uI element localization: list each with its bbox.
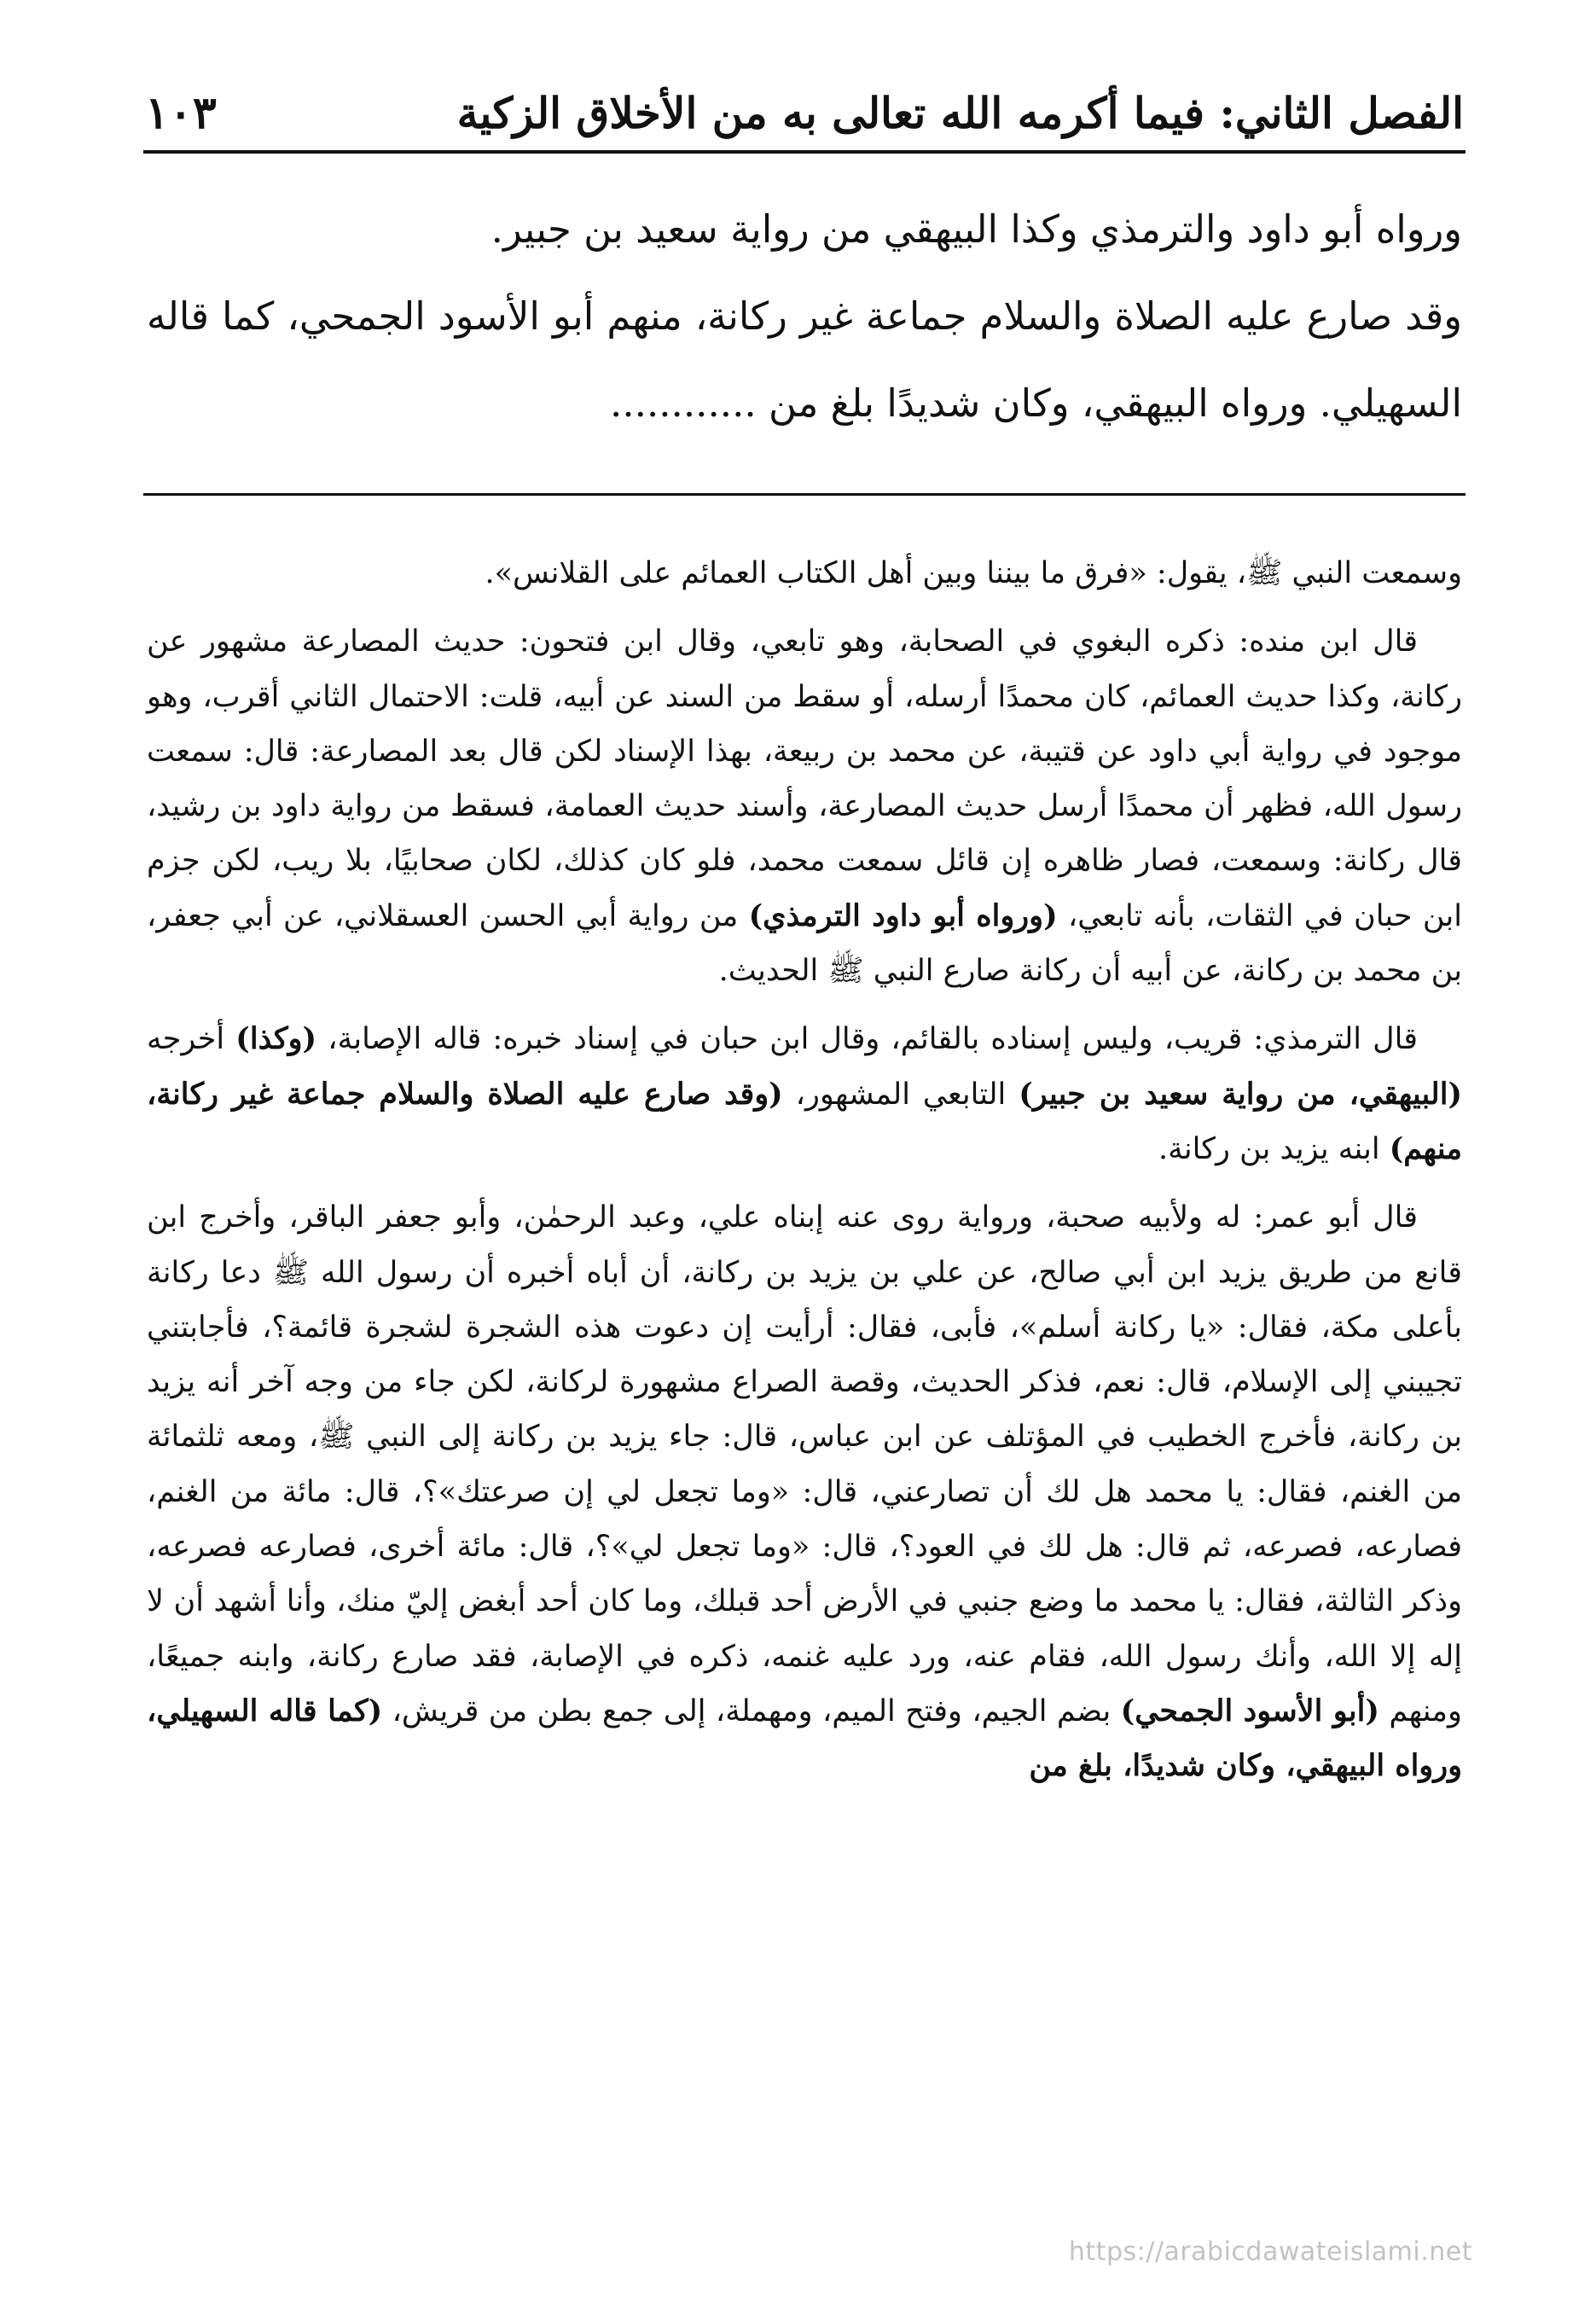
- commentary-text: قال ابن منده: ذكره البغوي في الصحابة، وهو تابعي، وقال ابن فتحون: حديث المصارعة مشهور عن ركانة، وكذا حديث العمائم، كان محمدًا أرسله، أو سقط من السند عن أبيه، قلت: الاحتمال الثاني أقرب، وهو موجود في رواية أبي داود عن قتيبة، عن محمد بن ربيعة، بهذا الإسناد لكن قال بعد المصارعة: قال: سمعت رسول الله، فظهر أن محمدًا أرسل حديث المصارعة، وأسند حديث العمامة، فسقط من رواية داود بن رشيد، قال ركانة: وسمعت، فصار ظاهره إن قائل سمعت محمد، فلو كان كذلك، لكان صحابيًا، بلا ريب، لكن جزم ابن حبان في الثقات، بأنه تابعي،: [147, 625, 1462, 933]
- main-text: [147, 186, 1462, 447]
- main-paragraph-1: ورواه أبو داود والترمذي وكذا البيهقي من رواية سعيد بن جبير.: [490, 206, 1462, 252]
- commentary-text: ابنه يزيد بن ركانة.: [1158, 1131, 1380, 1166]
- commentary-quote-bold: (ورواه أبو داود الترمذي): [748, 898, 1058, 933]
- commentary-quote-bold: (وكذا): [235, 1021, 317, 1057]
- commentary-text: قال أبو عمر: له ولأبيه صحبة، ورواية روى عنه إبناه علي، وعبد الرحمٰن، وأبو جعفر الباقر، وأخرج ابن قانع من طريق يزيد ابن أبي صالح، عن علي بن يزيد بن ركانة، أن أباه أخبره أن رسول الله ﷺ دعا ركانة بأعلى مكة، فقال: «يا ركانة أسلم»، فأبى، فقال: أرأيت إن دعوت هذه الشجرة لشجرة قائمة؟، فأجابتني تجيبني إلى الإسلام، قال: نعم، فذكر الحديث، وقصة الصراع مشهورة لركانة، لكن جاء من وجه آخر أنه يزيد بن ركانة، فأخرج الخطيب في المؤتلف عن ابن عباس، قال: جاء يزيد بن ركانة إلى النبي ﷺ، ومعه ثلثمائة من الغنم، فقال: يا محمد هل لك أن تصارعني، قال: «وما تجعل لي إن صرعتك»؟، قال: مائة من الغنم، فصارعه، فصرعه، ثم قال: هل لك في العود؟، قال: «وما تجعل لي»؟، قال: مائة أخرى، فصارعه فصرعه، وذكر الثالثة، فقال: يا محمد ما وضع جنبي في الأرض أحد قبلك، وما كان أحد أبغض إليّ منك، وأنا أشهد أن لا إله إلا الله، وأنك رسول الله، فقام عنه، ورد عليه غنمه، ذكره في الإصابة، فقد صارع ركانة، وابنه جميعًا، ومنهم: [147, 1200, 1462, 1728]
- commentary-separator: [143, 493, 1466, 496]
- commentary-quote-bold: (وقد صارع عليه الصلاة والسلام جماعة غير ركانة، منهم): [147, 1076, 1462, 1166]
- website-watermark: https://arabicdawateislami.net: [1068, 2237, 1472, 2267]
- commentary-paragraph-4: [147, 1190, 1462, 1793]
- commentary-text: التابعي المشهور،: [795, 1077, 1007, 1112]
- chapter-title: الفصل الثاني: فيما أكرمه الله تعالى به من الأخلاق الزكية: [456, 87, 1464, 138]
- commentary-text: وسمعت النبي ﷺ، يقول: «فرق ما بيننا وبين أهل الكتاب العمائم على القلانس».: [485, 556, 1462, 590]
- commentary-text: من رواية أبي الحسن العسقلاني، عن أبي جعفر، بن محمد بن ركانة، عن أبيه أن ركانة صارع النبي ﷺ الحديث.: [147, 898, 1462, 989]
- commentary-quote-bold: (أبو الأسود الجمحي): [1120, 1693, 1379, 1728]
- commentary-quote-bold: (كما قاله السهيلي، ورواه البيهقي، وكان شديدًا، بلغ من: [147, 1693, 1462, 1784]
- commentary-text: قال الترمذي: قريب، وليس إسناده بالقائم، وقال ابن حبان في إسناد خبره: قاله الإصابة،: [328, 1022, 1418, 1057]
- page-number: ١٠٣: [145, 86, 217, 139]
- commentary-text: بضم الجيم، وفتح الميم، ومهملة، إلى جمع بطن من قريش،: [392, 1694, 1112, 1728]
- commentary-paragraph-3: [147, 1012, 1462, 1177]
- commentary-section: [147, 546, 1462, 1808]
- commentary-paragraph-1: [147, 546, 1462, 601]
- header-rule: [143, 150, 1466, 154]
- commentary-text: أخرجه: [147, 1022, 225, 1057]
- commentary-paragraph-2: [147, 614, 1462, 998]
- main-paragraph-2: وقد صارع عليه الصلاة والسلام جماعة غير ركانة، منهم أبو الأسود الجمحي، كما قاله السهيلي. ورواه البيهقي، وكان شديدًا بلغ من ............: [147, 293, 1462, 426]
- page-header: [145, 78, 1464, 147]
- commentary-quote-bold: (البيهقي، من رواية سعيد بن جبير): [1019, 1076, 1463, 1112]
